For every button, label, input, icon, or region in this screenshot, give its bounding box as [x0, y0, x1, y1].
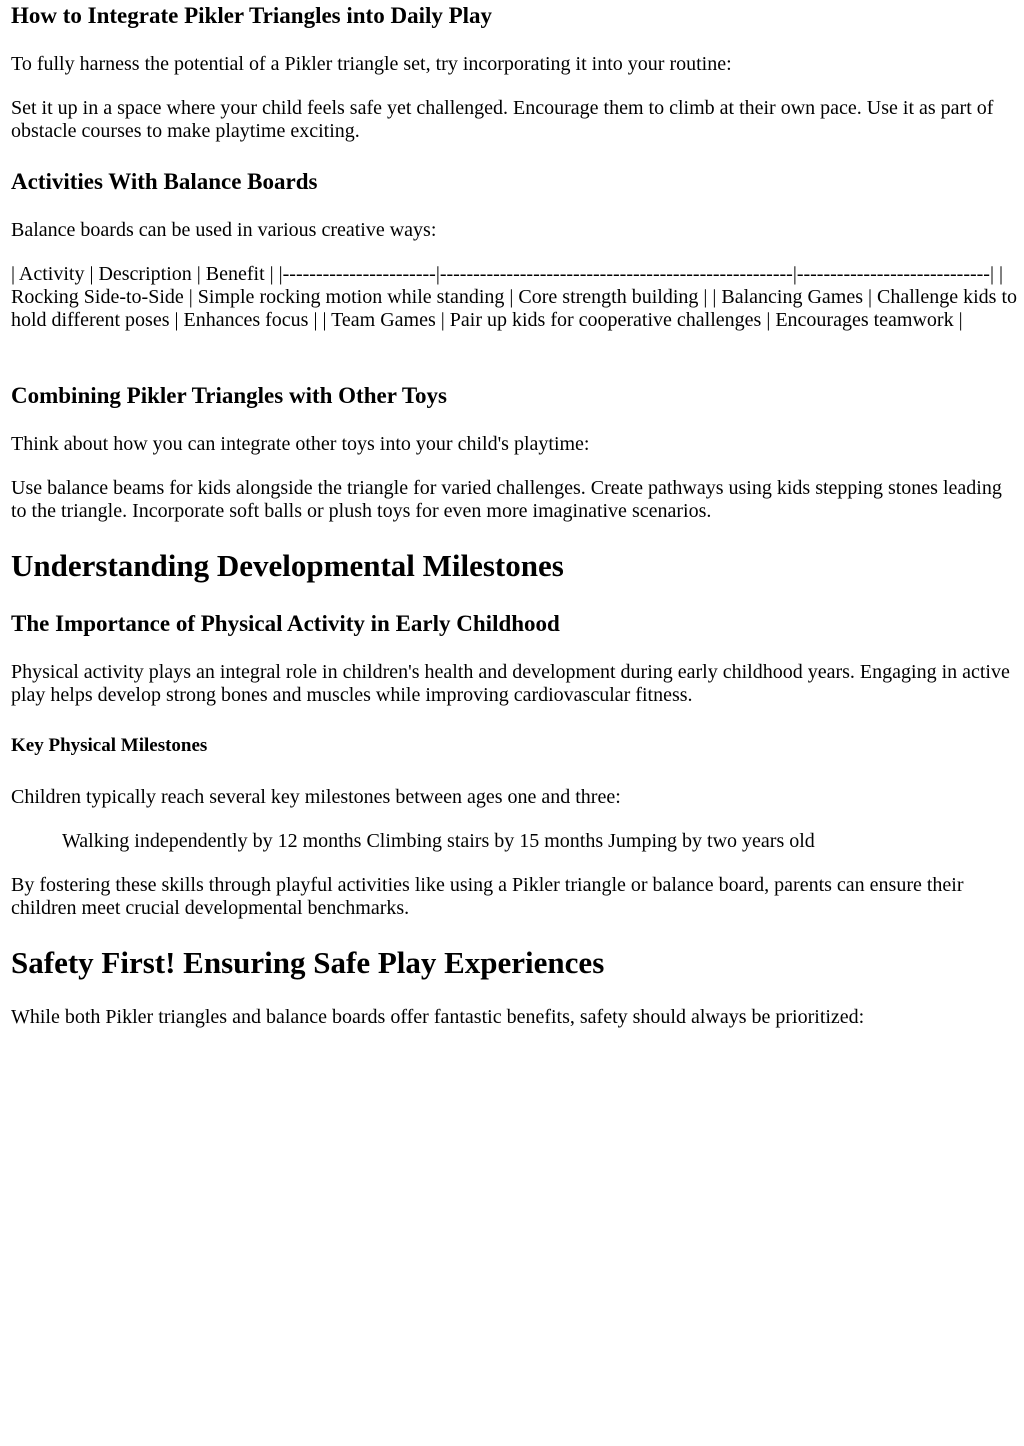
paragraph-balance-intro: Balance boards can be used in various creative ways:: [11, 219, 437, 241]
paragraph-activity-table-text: | Activity | Description | Benefit | |-----------------------|-----------------------------------------------------|-----------------------------| | Rocking Side-to-Side | Simple rocking motion while standing | Core strength building | | Balancing Games | Challenge kids to hold different poses | Enhances focus | | Team Games | Pair up kids for cooperative challenges | Encourages teamwork |: [11, 263, 1018, 331]
section-heading-balance-boards: Activities With Balance Boards: [11, 169, 318, 194]
section-heading-integrate: How to Integrate Pikler Triangles into Daily Play: [11, 3, 493, 28]
subsection-heading-key-milestones: Key Physical Milestones: [11, 735, 208, 756]
section-heading-milestones: Understanding Developmental Milestones: [11, 548, 564, 583]
paragraph-milestones-closing: By fostering these skills through playful activities like using a Pikler triangle or balance board, parents can ensure their children meet crucial developmental benchmarks.: [11, 874, 964, 919]
paragraph-combining-tips: Use balance beams for kids alongside the triangle for varied challenges. Create pathways using kids stepping stones leading to the triangle. Incorporate soft balls or plush toys for even more imaginative scenarios.: [11, 477, 1002, 522]
paragraph-integrate-tips: Set it up in a space where your child feels safe yet challenged. Encourage them to climb at their own pace. Use it as part of obstacle courses to make playtime exciting.: [11, 97, 994, 142]
paragraph-safety-intro: While both Pikler triangles and balance boards offer fantastic benefits, safety should always be prioritized:: [11, 1006, 865, 1028]
paragraph-integrate-intro: To fully harness the potential of a Pikler triangle set, try incorporating it into your routine:: [11, 53, 732, 75]
section-heading-combining: Combining Pikler Triangles with Other Toys: [11, 383, 448, 408]
paragraph-combining-intro: Think about how you can integrate other toys into your child's playtime:: [11, 433, 590, 455]
paragraph-physical-activity: Physical activity plays an integral role in children's health and development during early childhood years. Engaging in active play helps develop strong bones and muscles while improving cardiovascular fitness.: [11, 661, 1010, 706]
paragraph-key-milestones-intro: Children typically reach several key milestones between ages one and three:: [11, 786, 621, 808]
subsection-heading-physical-activity: The Importance of Physical Activity in Early Childhood: [11, 611, 560, 636]
milestones-list-text: Walking independently by 12 months Climbing stairs by 15 months Jumping by two years old: [62, 830, 815, 852]
section-heading-safety: Safety First! Ensuring Safe Play Experiences: [11, 945, 605, 980]
